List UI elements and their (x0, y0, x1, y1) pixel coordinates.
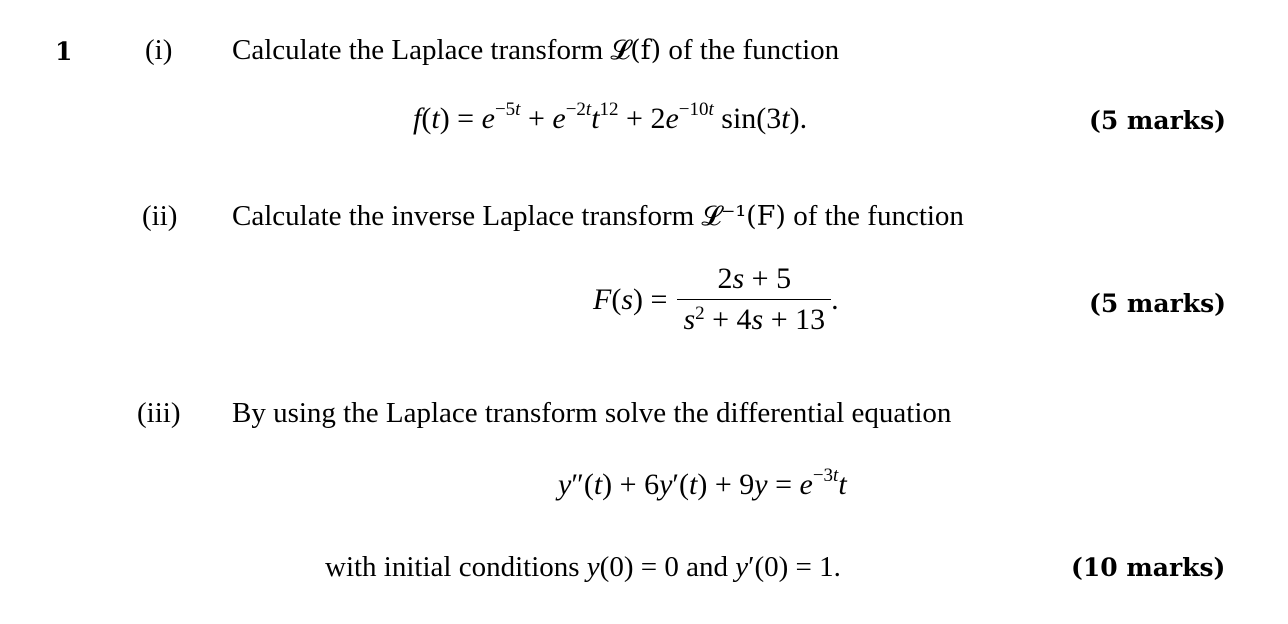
part-iii-equation: $y''(t) + 6y'(t) + 9y = e^{-3t}t$ (558, 465, 847, 501)
fraction (677, 264, 831, 335)
part-i-prompt-end: of the function (668, 34, 840, 66)
part-i-prompt-text: Calculate the Laplace transform (232, 34, 604, 66)
part-iii-prompt: By using the Laplace transform solve the differential equation (232, 397, 952, 429)
laplace-symbol: 𝓛(f) (610, 35, 662, 66)
part-ii-equation: F(s) = $\frac{2s + 5}{s^2 + 4s + 13}$ . (593, 262, 839, 336)
part-i-label: (i) (145, 34, 173, 66)
part-i-prompt (232, 36, 839, 65)
part-i-equation: $f(t) = e^{-5t} + e^{-2t}t^{12} + 2e^{-10t}$ sin(3t). (413, 99, 808, 135)
question-number: 1 (55, 37, 73, 66)
inverse-laplace-symbol: 𝓛⁻¹(F) (701, 201, 786, 232)
fraction-numerator: 2s + 5 (717, 262, 792, 295)
part-ii-label: (ii) (142, 200, 178, 232)
fraction-denominator: $s^2 + 4s + 13$ (683, 303, 826, 336)
part-iii-conditions: with initial conditions y(0) = 0 and y′(0) = 1. (325, 551, 841, 583)
part-ii-prompt-end: of the function (793, 200, 964, 232)
part-ii-prompt-text: Calculate the inverse Laplace transform (232, 200, 695, 232)
part-i-marks: (5 marks) (1089, 106, 1226, 135)
part-iii-marks: (10 marks) (1071, 553, 1226, 582)
part-ii-marks: (5 marks) (1089, 289, 1226, 318)
part-ii-prompt (232, 202, 964, 231)
part-iii-label: (iii) (137, 397, 181, 429)
